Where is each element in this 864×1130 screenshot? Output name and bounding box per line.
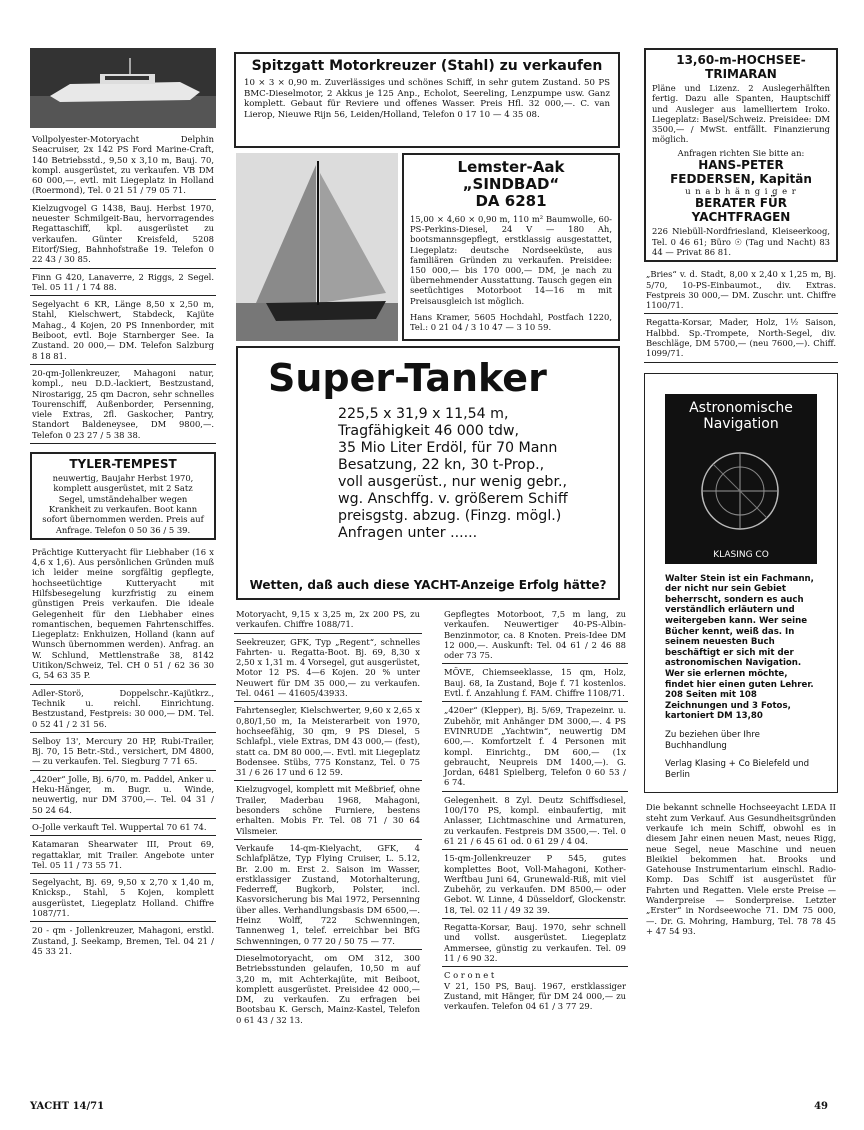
book-title: Astronomische xyxy=(689,399,793,416)
classified-ad: Dieselmotoryacht, om OM 312, 300 Betriebsstunden gelaufen, 10,50 m auf 3,20 m, mit Achterkajüte, mit Beiboot, komplett ausgerüstet. Preisidee 42 000,— DM, zu verkaufen. Zu erfragen bei Bootsbau K. Gersch, Mainz-Kastel, Telefon 0 61 43 / 32 13. xyxy=(236,952,420,1025)
contact-name-2: FEDDERSEN, Kapitän xyxy=(670,172,812,187)
classified-ad: Kielzugvogel, komplett mit Meßbrief, ohne Trailer, Maderbau 1968, Mahagoni, besonders schöne Furniere, bestens erhalten. Mobis Fr. Tel. 08 71 / 30 64 Vilsmeier. xyxy=(234,781,422,839)
tanker-footer: Wetten, daß auch diese YACHT-Anzeige Erfolg hätte? xyxy=(249,578,607,592)
classified-ad: Seekreuzer, GFK, Typ „Regent“, schnelles Fahrten- u. Regatta-Boot. Bj. 69, 8,30 x 2,50 x 1,31 m. 4 Vorsegel, gut ausgerüstet, Motor 12 PS. 4—6 Kojen. 20 % unter Neuwert für DM 35 000,— zu verkaufen. Tel. 0461 — 41605/43933. xyxy=(234,634,422,703)
contact-address: 226 Niebüll-Nordfriesland, Kleiseerkoog, Tel. 0 46 61; Büro ☉ (Tag und Nacht) 83 44 — Privat 86 81. xyxy=(652,226,830,257)
classified-ad: Gelegenheit. 8 Zyl. Deutz Schiffsdiesel, 100/170 PS, kompl. einbaufertig, mit Anlasser, Lichtmaschine und Armaturen, zu verkaufen. Festpreis DM 3500,—. Tel. 0 61 21 / 6 45 61 od. 0 61 29 / 4 04. xyxy=(442,792,628,850)
trimaran-text: Pläne und Lizenz. 2 Auslegerhälften fertig. Dazu alle Spanten, Hauptschiff und Ausleger aus lamelliertem Iroko. Liegeplatz: Basel/Schweiz. Preisidee: DM 3500,— / MwSt. entfällt. Finanzierung möglich. xyxy=(652,83,830,145)
trimaran-subtitle: TRIMARAN xyxy=(705,67,777,81)
tanker-line: wg. Anschffg. v. größerem Schiff xyxy=(338,491,568,507)
contact-role: BERATER FÜR xyxy=(695,196,787,211)
page-number: 49 xyxy=(814,1101,828,1112)
tanker-line: voll ausgerüst., nur wenig gebr., xyxy=(338,474,567,490)
tanker-line: 225,5 x 31,9 x 11,54 m, xyxy=(338,406,509,422)
classified-ad: Fahrtensegler, Kielschwerter, 9,60 x 2,65 x 0,80/1,50 m, Ia Meisterarbeit von 1970, hochseefähig, 30 qm, 9 PS Diesel, 5 Schlafpl., viele Extras, DM 43 000,— (fest), statt ca. DM 80 000,—. Evtl. mit Liegeplatz Bodensee. Stübs, 775 Konstanz, Tel. 0 75 31 / 6 26 17 und 6 12 59. xyxy=(234,702,422,781)
classified-ad: Finn G 420, Lanaverre, 2 Riggs, 2 Segel. Tel. 05 11 / 1 74 88. xyxy=(30,269,216,297)
classified-ad: C o r o n e t V 21, 150 PS, Bauj. 1967, erstklassiger Zustand, mit Hänger, für DM 24 000,— zu verkaufen. Telefon 04 61 / 3 77 29. xyxy=(444,970,626,1012)
spitzgatt-title: Spitzgatt Motorkreuzer (Stahl) zu verkaufen xyxy=(251,58,603,74)
trimaran-ask: Anfragen richten Sie bitte an: xyxy=(677,147,805,158)
classified-ad: Prächtige Kutteryacht für Liebhaber (16 x 4,6 x 1,6). Aus persönlichen Gründen muß ich leider meine sorgfältig gepflegte, hochseetüchtige Kutteryacht mit Hilfsbesegelung kurzfristig zu einem günstigen Preis verkaufen. Die ideale Gelegenheit für den Liebhaber eines romantischen, bequemen Fahrtenschiffes. Liegeplatz: Enkhuizen, Holland (kann auf Wunsch übernommen werden). Anfrag. an W. Schlund, Mettlenstraße 38, 8142 Uitikon/Schweiz, Tel. CH 0 51 / 62 36 30 G, 54 63 35 P. xyxy=(30,544,216,685)
tyler-title: TYLER-TEMPEST xyxy=(69,457,177,472)
tanker-line: Anfragen unter ...... xyxy=(338,525,478,541)
sindbad-ad xyxy=(402,153,620,341)
book-description: Walter Stein ist ein Fachmann, der nicht nur sein Gebiet beherrscht, sondern es auch verständlich erläutern und weitergeben kann. Wer seine Bücher kennt, weiß das. In seinem neuesten Buch beschäftigt er sich mit der astronomischen Navigation. Wer sie erlernen möchte, findet hier einen guten Lehrer. 208 Seiten mit 108 Zeichnungen und 3 Fotos, kartoniert DM 13,80 xyxy=(665,573,814,722)
classified-ad: Segelyacht 6 KR, Länge 8,50 x 2,50 m, Stahl, Kielschwert, Stabdeck, Kajüte Mahag., 4 Kojen, 20 PS Innenborder, mit Beiboot, evtl. Boje Starnberger See. Ia Zustand. 20 000,— DM. Telefon Salzburg 8 18 81. xyxy=(30,296,216,365)
tanker-line: Besatzung, 22 kn, 30 t-Prop., xyxy=(338,457,545,473)
sindbad-contact: Hans Kramer, 5605 Hochdahl, Postfach 1220, Tel.: 0 21 04 / 3 10 47 — 3 10 59. xyxy=(410,311,612,333)
classified-ad: 15-qm-Jollenkreuzer P 545, gutes komplettes Boot, Voll-Mahagoni, Kother-Werftbau Juni 64, Grunewald-Riß, mit viel Zubehör, zu verkaufen. DM 8500,— oder Gebot. W. Linne, 4 Düsseldorf, Glockenstr. 18, Tel. 02 11 / 49 32 39. xyxy=(442,850,628,919)
column-3 xyxy=(442,606,628,1014)
contact-name: HANS-PETER xyxy=(698,158,784,173)
trimaran-ad xyxy=(644,48,838,262)
classified-ad: MÖVE, Chiemseeklasse, 15 qm, Holz, Bauj. 68, Ia Zustand, Boje f. 71 kostenlos. Evtl. f. Anzahlung f. FAM. Chiffre 1108/71. xyxy=(442,664,628,702)
contact-role-2: YACHTFRAGEN xyxy=(691,210,791,225)
classified-ad: Segelyacht, Bj. 69, 9,50 x 2,70 x 1,40 m, Knicksp., Stahl, 5 Kojen, komplett ausgerüstet, Liegeplatz Holland. Chiffre 1087/71. xyxy=(30,874,216,922)
sindbad-text: 15,00 × 4,60 × 0,90 m, 110 m² Baumwolle, 60-PS-Perkins-Diesel, 24 V — 180 Ah, bootsmannsgepflegt, erstklassig ausgestattet, Liegeplatz: deutsche Nordseeküste, aus familiären Gründen zu verkaufen. Preisidee: 150 000,— bis 170 000,— DM, je nach zu übernehmender Ausstattung. Tausch gegen ein seetüchtiges Motorboot 14—16 m mit Preisausgleich ist möglich. xyxy=(410,214,612,306)
spitzgatt-text: 10 × 3 × 0,90 m. Zuverlässiges und schönes Schiff, in sehr gutem Zustand. 50 PS BMC-Dieselmotor, 2 Akkus je 125 Anp., Echolot, Seereling, Lenzpumpe usw. Ganz komplett. Gebaut für Reviere und offenes Wasser. Preis Hfl. 32 000,—. C. van Lierop, Nieuwe Rijn 56, Leiden/Holland, Telefon 0 17 10 — 4 35 08. xyxy=(244,78,610,120)
classified-ad: O-Jolle verkauft Tel. Wuppertal 70 61 74. xyxy=(30,819,216,836)
classified-ad: „420er“ (Klepper), Bj. 5/69, Trapezeinr. u. Zubehör, mit Anhänger DM 3000,—. 4 PS EVINRUDE „Yachtwin“, neuwertig DM 600,—. Komfortzelt f. 4 Personen mit kompl. Einrichtg., DM 600,— (1x gebraucht, Neupreis DM 1400,—). G. Jordan, 6481 Spielberg, Telefon 0 60 53 / 6 74. xyxy=(442,702,628,791)
tanker-specs xyxy=(248,406,608,542)
classified-ad: „Bries“ v. d. Stadt, 8,00 x 2,40 x 1,25 m, Bj. 5/70, 10-PS-Einbaumot., div. Extras. Festpreis 30 000,— DM. Zuschr. unt. Chiffre 1100/71. xyxy=(644,266,838,314)
classified-ad: Verkaufe 14-qm-Kielyacht, GFK, 4 Schlafplätze, Typ Flying Cruiser, L. 5.12, Br. 2.00 m. Erst 2. Saison im Wasser, erstklassiger Zustand, Motorhalterung, Federreff, Bugkorb, Polster, incl. Kasvorsicherung bis Mai 1972, Persenning über alles. Verhandlungsbasis DM 6500,—. Heinz Wolff, 722 Schwenningen, Tannenweg 1, telef. erreichbar bei BfG Schwenningen, 0 77 20 / 50 75 — 77. xyxy=(234,840,422,950)
book-publisher-address: Verlag Klasing + Co Bielefeld und Berlin xyxy=(665,759,810,780)
tanker-line: Tragfähigkeit 46 000 tdw, xyxy=(338,423,520,439)
classified-ad: Gepflegtes Motorboot, 7,5 m lang, zu verkaufen. Neuwertiger 40-PS-Albin-Benzinmotor, ca. 8 Knoten. Preis-Idee DM 12 000,—. Auskunft: Tel. 04 61 / 2 46 88 oder 73 75. xyxy=(442,606,628,664)
tyler-tempest-box xyxy=(30,452,216,540)
book-ad xyxy=(644,373,838,794)
classified-ad: Regatta-Korsar, Bauj. 1970, sehr schnell und vollst. ausgerüstet. Liegeplatz Ammersee, günstig zu verkaufen. Tel. 09 11 / 6 90 32. xyxy=(442,919,628,967)
classified-ad: Adler-Storö, Doppelschr.-Kajütkrz., Technik u. reichl. Einrichtung. Bestzustand, Festpreis: 30 000,— DM. Tel. 0 52 41 / 2 31 56. xyxy=(30,685,216,733)
book-order: Zu beziehen über Ihre Buchhandlung xyxy=(665,729,760,751)
sailboat-photo xyxy=(236,153,398,341)
classified-ad: Regatta-Korsar, Mader, Holz, 1½ Saison, Halbbd. Sp.-Trompete, North-Segel, div. Beschläge, DM 5700,— (neu 7600,—). Chiff. 1099/71. xyxy=(644,314,838,362)
column-1 xyxy=(30,48,216,959)
book-title-2: Navigation xyxy=(703,415,779,432)
sindbad-registration: DA 6281 xyxy=(475,192,547,210)
book-publisher: KLASING CO xyxy=(713,549,769,560)
classified-ad: Selboy 13', Mercury 20 HP, Rubi-Trailer, Bj. 70, 15 Betr.-Std., versichert, DM 4800,— zu verkaufen. Tel. Siegburg 7 71 65. xyxy=(30,733,216,771)
tanker-title: Super-Tanker xyxy=(268,356,547,400)
classified-ad: 20-qm-Jollenkreuzer, Mahagoni natur, kompl., neu D.D.-lackiert, Bestzustand, Nirostarigg, 25 qm Dacron, sehr schnelles Tourenschiff, Außenborder, Persenning, viele Extras, 2fl. Gaskocher, Pantry, Standort Baldeneysee, DM 9800,—. Telefon 0 23 27 / 5 38 38. xyxy=(30,365,216,444)
tanker-line: preisgstg. abzug. (Finzg. mögl.) xyxy=(338,508,562,524)
contact-subtitle: u n a b h ä n g i g e r xyxy=(685,186,797,197)
motor-yacht-photo xyxy=(30,48,216,128)
sindbad-title: Lemster-Aak „SINDBAD“ xyxy=(457,158,565,193)
classified-ad: Vollpolyester-Motoryacht Delphin Seacruiser, 2x 142 PS Ford Marine-Craft, 140 Betriebsstd., 9,50 x 3,10 m, Bauj. 70, kompl. ausgerüstet, zu verkaufen. VB DM 60 000,—, evtl. mit Liegeplatz in Holland (Roermond), Tel. 0 21 51 / 79 05 71. xyxy=(30,131,216,200)
super-tanker-ad xyxy=(236,346,620,600)
tyler-text: neuwertig, Baujahr Herbst 1970, komplett ausgerüstet, mit 2 Satz Segel, umständehalber wegen Krankheit zu verkaufen. Boot kann sofort übernommen werden. Preis auf Anfrage. Telefon 0 50 36 / 5 39. xyxy=(42,473,204,535)
classified-ad: Motoryacht, 9,15 x 3,25 m, 2x 200 PS, zu verkaufen. Chiffre 1088/71. xyxy=(234,606,422,634)
column-2 xyxy=(234,606,422,1028)
classified-ad: Katamaran Shearwater III, Prout 69, regattaklar, mit Trailer. Angebote unter Tel. 05 11 / 73 55 71. xyxy=(30,836,216,874)
classified-ad: 20 - qm - Jollenkreuzer, Mahagoni, erstkl. Zustand, J. Seekamp, Bremen, Tel. 04 21 / 45 33 21. xyxy=(32,925,214,956)
tanker-line: 35 Mio Liter Erdöl, für 70 Mann xyxy=(338,440,558,456)
column-4 xyxy=(644,48,838,939)
astrolabe-icon xyxy=(695,446,785,536)
trimaran-title: 13,60-m-HOCHSEE- xyxy=(676,53,806,67)
issue-label: YACHT 14/71 xyxy=(30,1101,105,1112)
book-cover xyxy=(665,394,817,564)
spitzgatt-ad xyxy=(234,52,620,148)
classified-ad: „420er“ Jolle, Bj. 6/70, m. Paddel, Anker u. Heku-Hänger, m. Bugr. u. Winde, neuwertig, nur DM 3700,—. Tel. 04 31 / 50 24 64. xyxy=(30,771,216,819)
classified-ad: Die bekannt schnelle Hochseeyacht LEDA II steht zum Verkauf. Aus Gesundheitsgründen verkaufe ich mein Schiff, obwohl es in diesem Jahr einen neuen Mast, neues Rigg, neue Segel, neue Maschine und neuen Bleikiel bekommen hat. Brooks und Gatehouse Instrumentarium einschl. Radio-Komp. Das Schiff ist ausgerüstet für Fahrten und Regatten. Viele erste Preise — Wanderpreise — Sonderpreise. Letzter „Erster“ in Nordseewoche 71. DM 75 000,—. Dr. G. Mohring, Hamburg, Tel. 78 78 45 + 47 54 93. xyxy=(646,802,836,936)
classified-ad: Kielzugvogel G 1438, Bauj. Herbst 1970, neuester Schmilgeit-Bau, hervorragendes Regattaschiff, kpl. ausgerüstet zu verkaufen. Günter Kreisfeld, 5208 Eitorf/Sieg, Bahnhofstraße 19. Telefon 0 22 43 / 30 85. xyxy=(30,200,216,269)
